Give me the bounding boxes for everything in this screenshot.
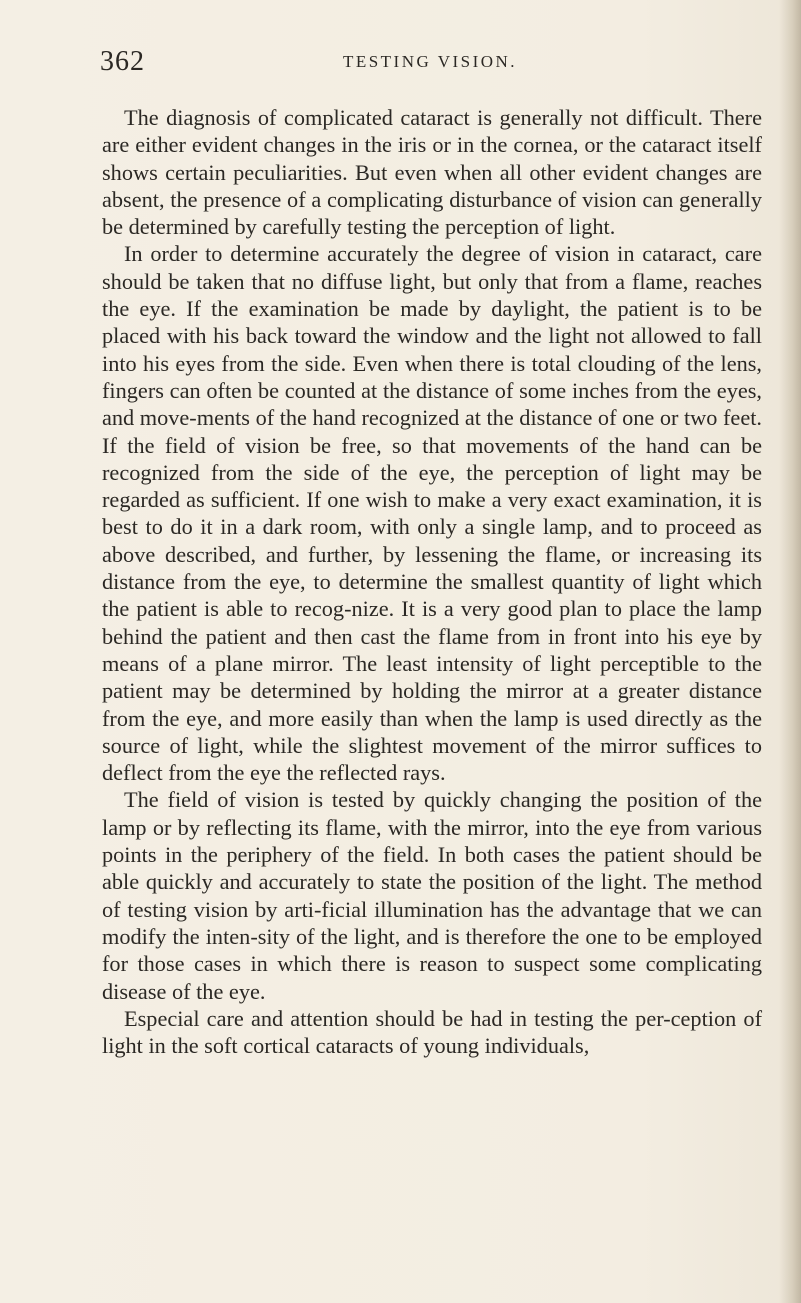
page-number: 362 [100,46,145,77]
paragraph: In order to determine accurately the degree of vision in cataract, care should be taken that no diffuse light, but only that from a flame, reaches the eye. If the examination be made by daylight, the patient is to be placed with his back toward the window and the light not allowed to fall into his eyes from the side. Even when there is total clouding of the lens, fingers can often be counted at the distance of some inches from the eyes, and move-ments of the hand recognized at the distance of one or two feet. If the field of vision be free, so that movements of the hand can be recognized from the side of the eye, the perception of light may be regarded as sufficient. If one wish to make a very exact examination, it is best to do it in a dark room, with only a single lamp, and to proceed as above described, and further, by lessening the flame, or increasing its distance from the eye, to determine the smallest quantity of light which the patient is able to recog-nize. It is a very good plan to place the lamp behind the patient and then cast the flame from in front into his eye by means of a plane mirror. The least intensity of light perceptible to the patient may be determined by holding the mirror at a greater distance from the eye, and more easily than when the lamp is used directly as the source of light, while the slightest movement of the mirror suffices to deflect from the eye the reflected rays. [102,241,762,786]
page-spine-shadow [779,0,801,1303]
running-head: TESTING VISION. [342,52,518,71]
paragraph: The diagnosis of complicated cataract is generally not difficult. There are either evident changes in the iris or in the cornea, or the cataract itself shows certain peculiarities. But even when all other evident changes are absent, the presence of a complicating disturbance of vision can generally be determined by carefully testing the perception of light. [102,105,762,240]
page-header [100,46,760,80]
paragraph: The field of vision is tested by quickly changing the position of the lamp or by reflecting its flame, with the mirror, into the eye from various points in the periphery of the field. In both cases the patient should be able quickly and accurately to state the position of the light. The method of testing vision by arti-ficial illumination has the advantage that we can modify the inten-sity of the light, and is therefore the one to be employed for those cases in which there is reason to suspect some complicating disease of the eye. [102,787,762,1004]
body-text [102,104,762,1059]
paragraph: Especial care and attention should be had in testing the per-ception of light in the soft cortical cataracts of young individuals, [102,1005,762,1059]
